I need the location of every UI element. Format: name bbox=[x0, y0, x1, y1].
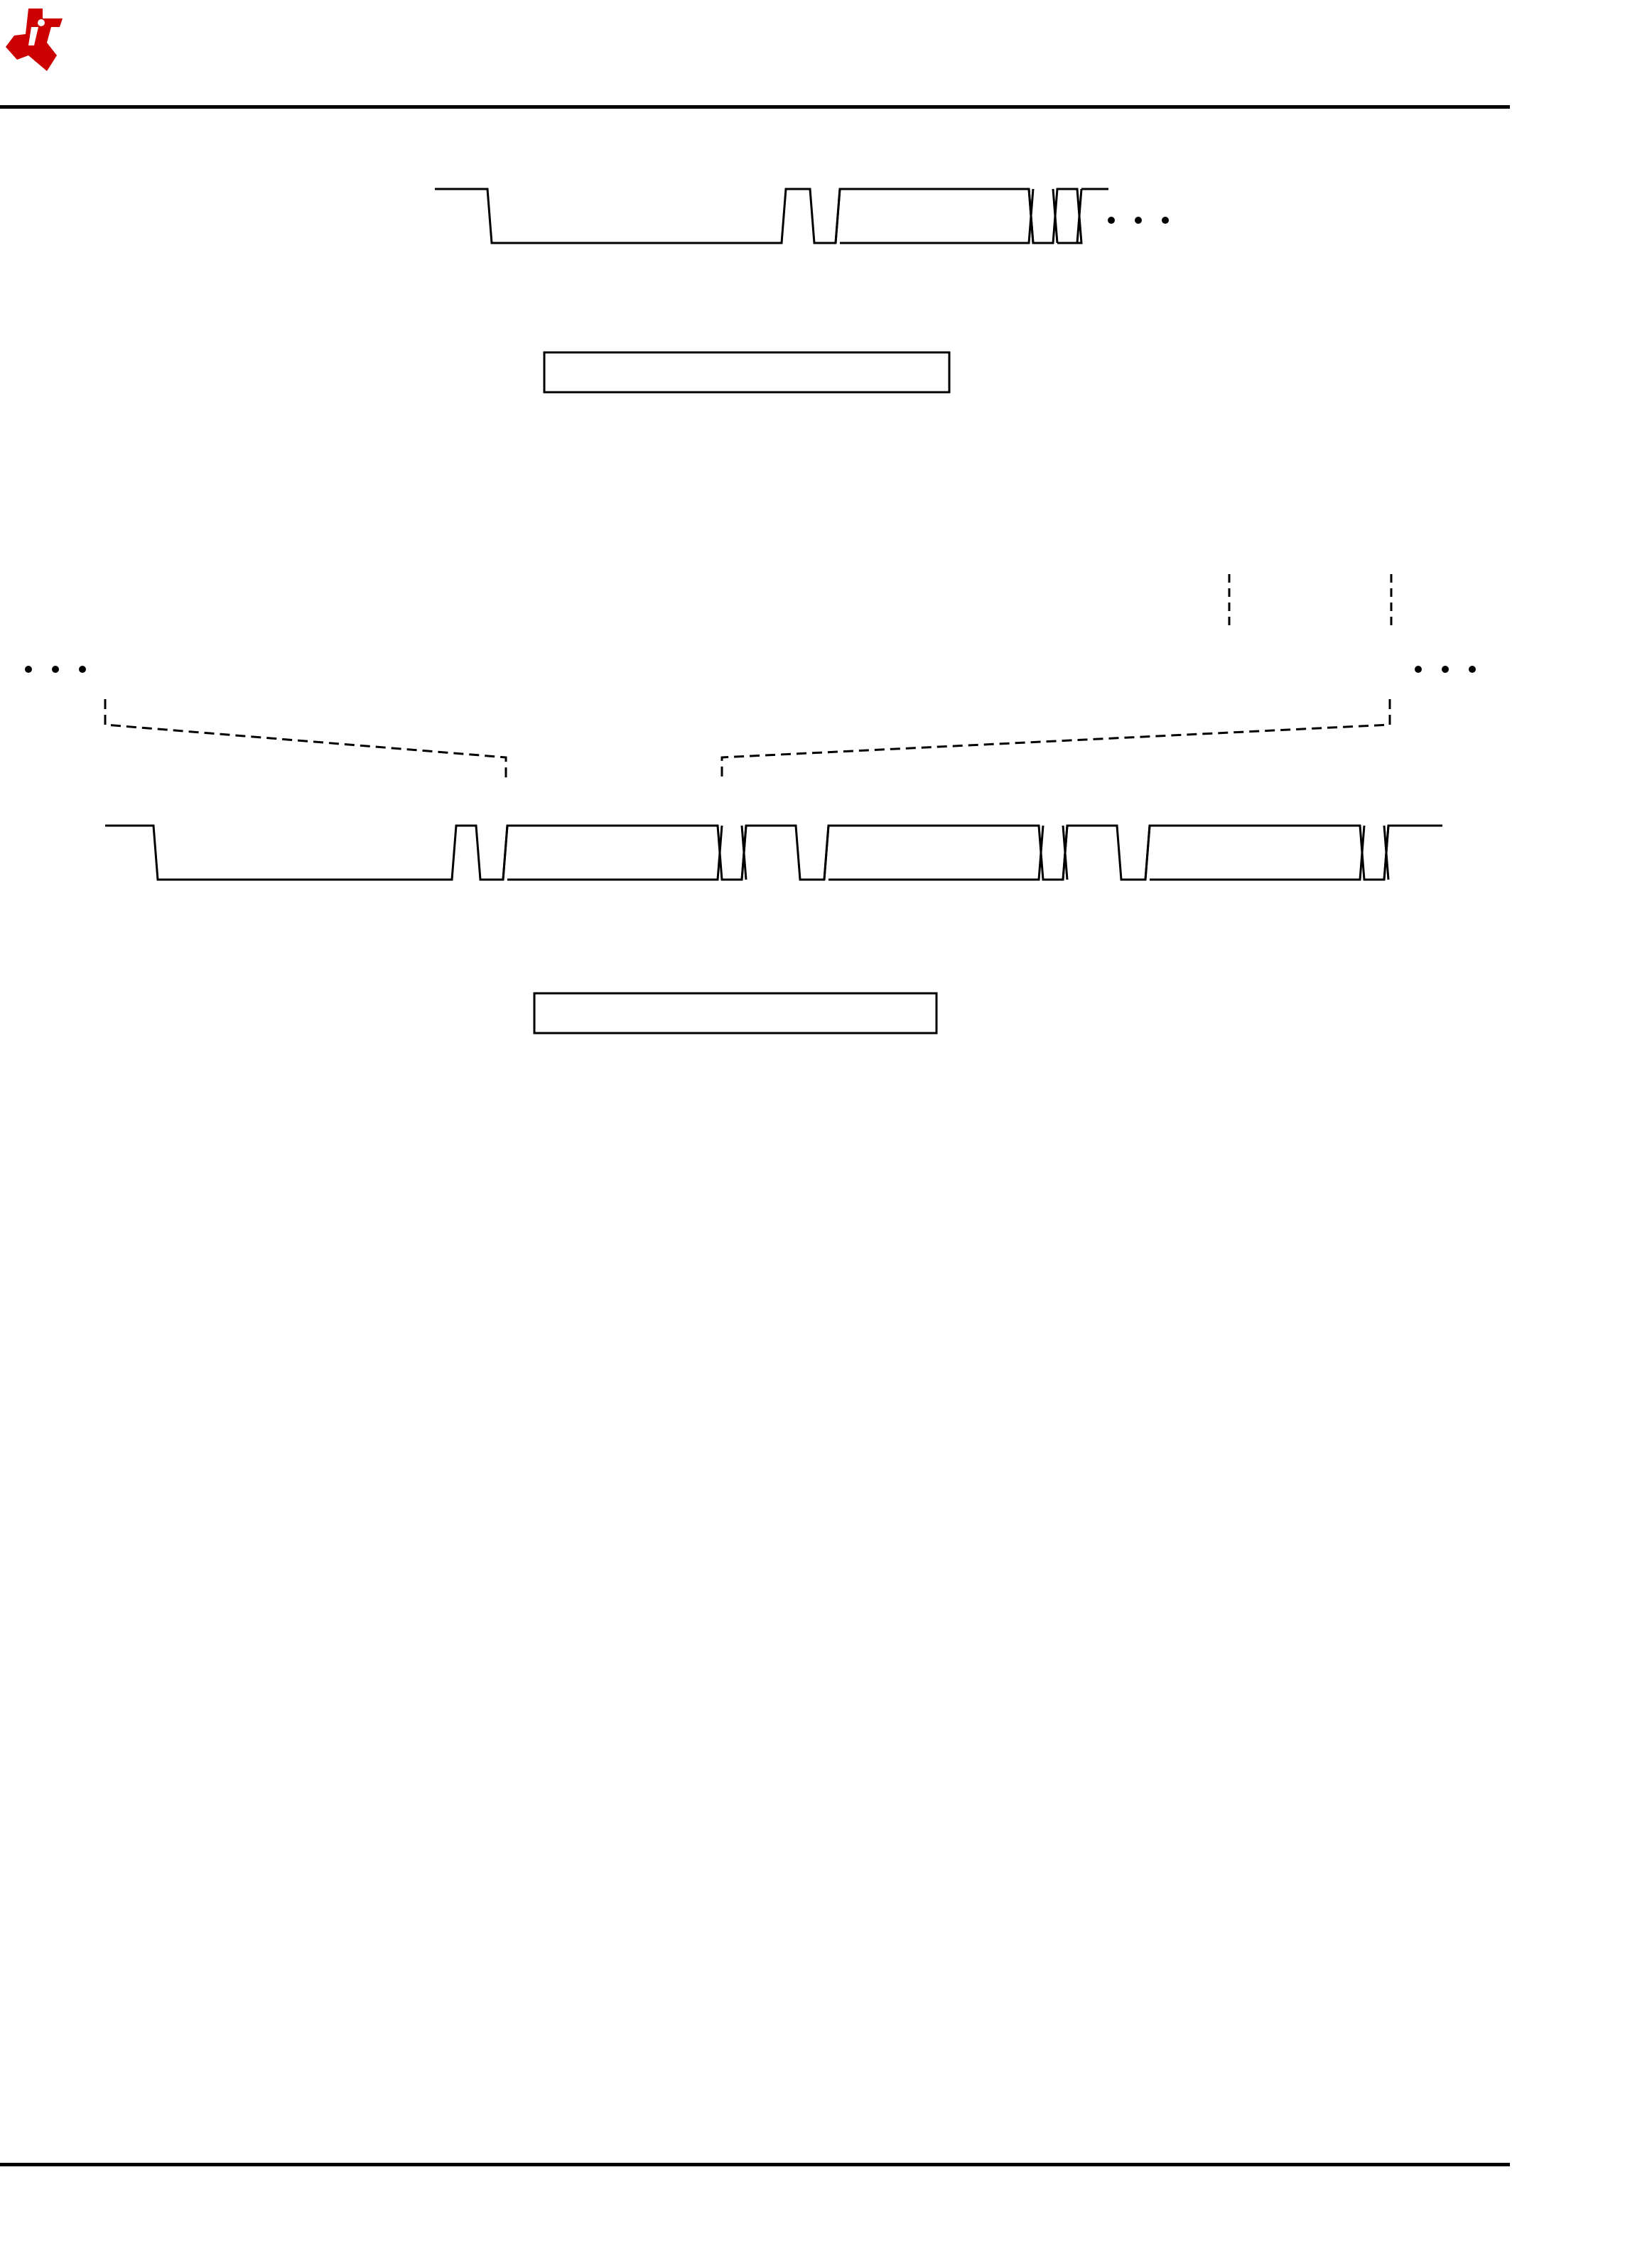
fig23-uartout-waveform bbox=[105, 826, 1442, 880]
fig23-data-box-lower bbox=[503, 826, 1388, 880]
fig23-expand-right bbox=[722, 699, 1390, 782]
fig22-continuation-dots-icon bbox=[1108, 217, 1169, 224]
header-rule bbox=[0, 105, 1510, 109]
fig23-left-dots-icon bbox=[25, 666, 86, 673]
figure-7-22-timing-diagram bbox=[0, 114, 1510, 412]
fig22-uartin-waveform bbox=[435, 189, 1081, 243]
fig22-data-box bbox=[836, 189, 1108, 243]
fig23-expand-left bbox=[105, 699, 506, 782]
fig23-legend-box bbox=[534, 993, 936, 1033]
figure-7-23-timing-diagram bbox=[0, 561, 1510, 1044]
fig23-right-dots-icon bbox=[1415, 666, 1476, 673]
ti-logo-icon[interactable] bbox=[0, 6, 298, 77]
fig22-legend-box bbox=[544, 352, 949, 392]
footer-rule bbox=[0, 2163, 1510, 2166]
